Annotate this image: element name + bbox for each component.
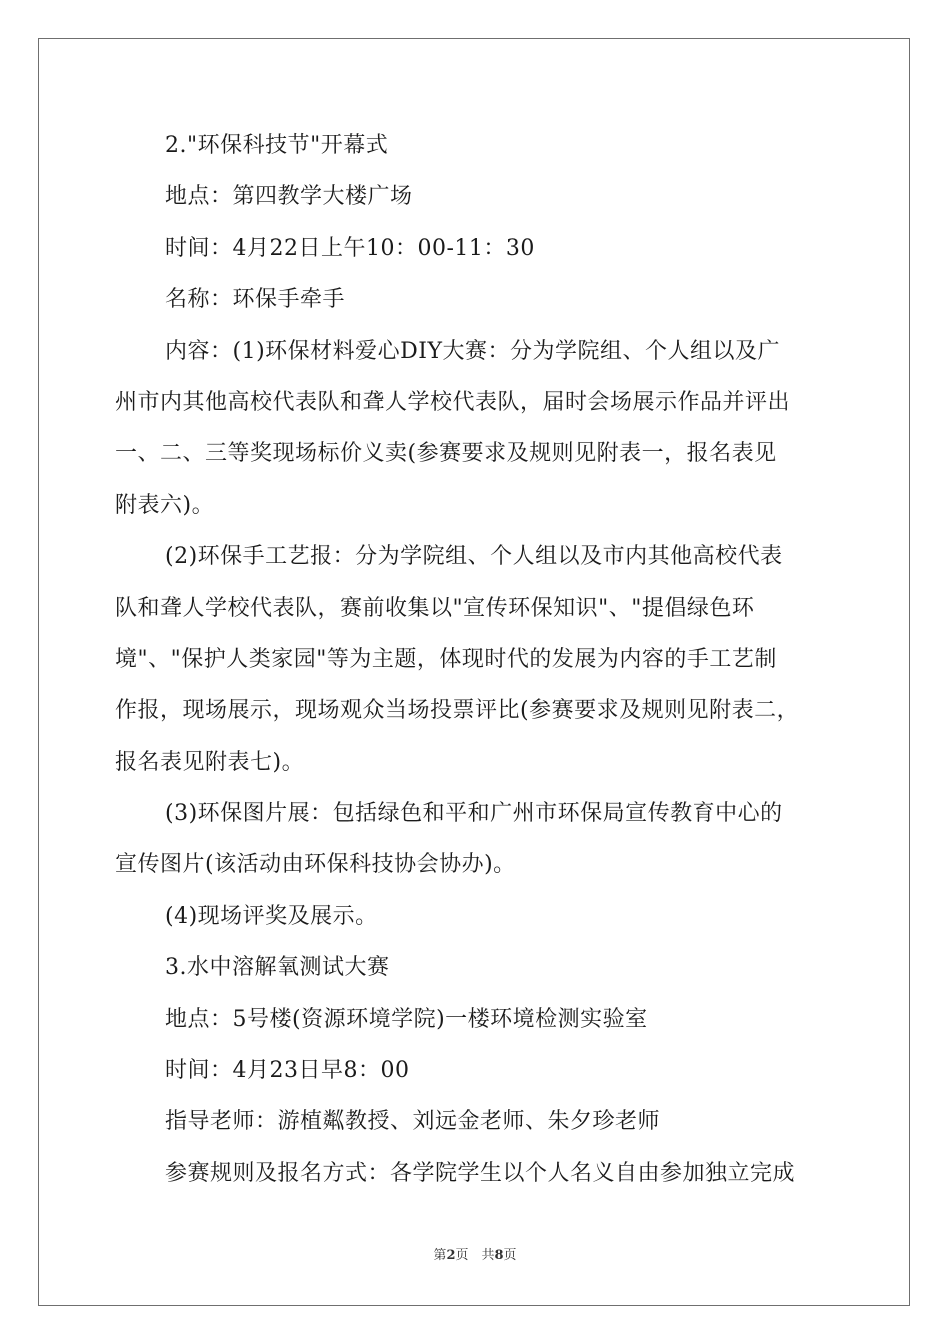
- total-page-number: 8: [494, 1248, 504, 1263]
- text-line: (4)现场评奖及展示。: [165, 903, 378, 929]
- text-line: 名称：环保手牵手: [165, 287, 346, 313]
- text-line: (3)环保图片展：包括绿色和平和广州市环保局宣传教育中心的: [165, 801, 783, 827]
- current-page-number: 2: [446, 1248, 456, 1263]
- text-line: 州市内其他高校代表队和聋人学校代表队，届时会场展示作品并评出: [115, 389, 791, 415]
- text-line: (2)环保手工艺报：分为学院组、个人组以及市内其他高校代表: [165, 544, 783, 570]
- text-line: 内容：(1)环保材料爱心DIY大赛：分为学院组、个人组以及广: [165, 338, 781, 364]
- document-body: [115, 126, 835, 1205]
- footer-suffix: 页: [503, 1248, 517, 1263]
- text-line: 一、二、三等奖现场标价义卖(参赛要求及规则见附表一，报名表见: [115, 441, 777, 467]
- page-footer: [0, 1244, 950, 1263]
- text-line: 时间：4月23日早8：00: [165, 1058, 410, 1084]
- text-line: 3.水中溶解氧测试大赛: [165, 955, 390, 981]
- text-line: 参赛规则及报名方式：各学院学生以个人名义自由参加独立完成: [165, 1160, 796, 1186]
- text-line: 附表六)。: [115, 492, 215, 518]
- footer-prefix: 第: [433, 1248, 447, 1263]
- text-line: 2."环保科技节"开幕式: [165, 133, 389, 158]
- text-line: 队和聋人学校代表队，赛前收集以"宣传环保知识"、"提倡绿色环: [115, 595, 755, 621]
- text-line: 宣传图片(该活动由环保科技协会协办)。: [115, 852, 516, 878]
- text-line: 报名表见附表七)。: [115, 749, 305, 775]
- text-line: 作报，现场展示，现场观众当场投票评比(参赛要求及规则见附表二，: [115, 698, 800, 724]
- text-line: 指导老师：游植粼教授、刘远金老师、朱夕珍老师: [165, 1109, 661, 1135]
- text-line: 地点：第四教学大楼广场: [165, 184, 413, 210]
- text-line: 地点：5号楼(资源环境学院)一楼环境检测实验室: [165, 1006, 648, 1032]
- footer-mid: 页 共: [455, 1248, 495, 1263]
- text-line: 时间：4月22日上午10：00-11：30: [165, 235, 535, 261]
- text-line: 境"、"保护人类家园"等为主题，体现时代的发展为内容的手工艺制: [115, 646, 777, 672]
